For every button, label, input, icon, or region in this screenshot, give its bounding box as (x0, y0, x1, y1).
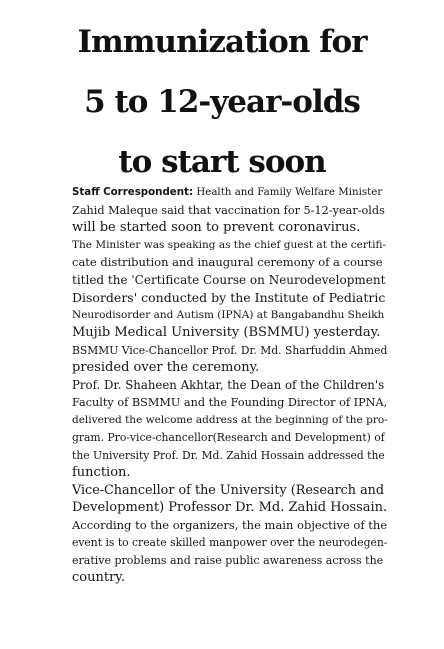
byline: Staff Correspondent: (72, 186, 194, 198)
body-line: Disorders' conducted by the Institute of Pediatric (72, 290, 386, 305)
body-line: Zahid Maleque said that vaccination for 5-12-year-olds (72, 203, 385, 217)
body-line: According to the organizers, the main objective of the (72, 517, 388, 532)
article-headline (0, 12, 444, 192)
body-line: Prof. Dr. Shaheen Akhtar, the Dean of the Children's (72, 377, 385, 392)
body-line-1 (72, 184, 388, 202)
body-line: Development) Professor Dr. Md. Zahid Hossain. (72, 500, 388, 515)
body-line: the University Prof. Dr. Md. Zahid Hossain addressed the (72, 448, 385, 462)
body-line: event is to create skilled manpower over the neurodegen- (72, 536, 388, 549)
body-line: Faculty of BSMMU and the Founding Director of IPNA, (72, 396, 388, 409)
body-line: Vice-Chancellor of the University (Research and (72, 482, 385, 498)
body-line: Neurodisorder and Autism (IPNA) at Bangabandhu Sheikh (72, 308, 385, 321)
body-line: delivered the welcome address at the beginning of the pro- (72, 413, 388, 426)
body-line: gram. Pro-vice-chancellor(Research and Development) of (72, 431, 385, 444)
body-line: The Minister was speaking as the chief guest at the certifi- (72, 238, 387, 251)
body-line-1-text: Health and Family Welfare Minister (193, 186, 383, 198)
body-line: cate distribution and inaugural ceremony of a course (72, 255, 383, 269)
body-line: function. (72, 465, 131, 480)
article-body (72, 184, 388, 587)
body-line: will be started soon to prevent coronavirus. (72, 220, 361, 235)
headline-line-2: 5 to 12-year-olds (84, 84, 360, 120)
body-line: Mujib Medical University (BSMMU) yesterday. (72, 325, 381, 340)
body-line: BSMMU Vice-Chancellor Prof. Dr. Md. Sharfuddin Ahmed (72, 343, 388, 357)
headline-line-1: Immunization for (77, 24, 367, 60)
body-line: erative problems and raise public awareness across the (72, 553, 384, 567)
body-line: presided over the ceremony. (72, 360, 260, 375)
headline-line-3: to start soon (118, 144, 326, 180)
body-line: titled the 'Certificate Course on Neurodevelopment (72, 272, 386, 287)
body-line: country. (72, 570, 126, 585)
